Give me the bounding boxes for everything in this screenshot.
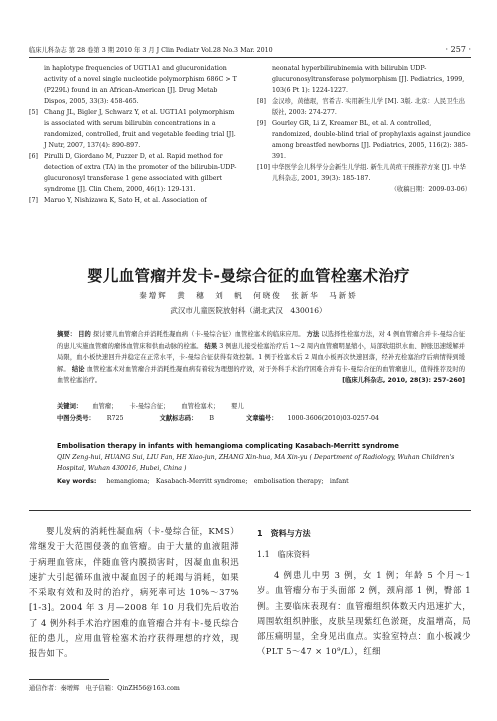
abstract: 摘要： 目的 探讨婴儿血管瘤合并消耗性凝血病（卡-曼综合征）血管栓塞术的临床应用。 方法 以选择性栓塞方法，对 4 例血管瘤合并卡-曼综合征的患儿实施血管瘤的瘤体血管床和供血动脉的栓塞。 结果 3 例患儿接受栓塞治疗后 1～2 周内血管瘤明显缩小，局部软组织水血、肿胀迅速缓解并局限，血小板快速回升并稳定在正常水平，卡-曼综合征获得有效控制。1 例于栓塞术后 2 周血小板再次快速回落，经补充栓塞治疗后病情得到缓解。 结论 血管栓塞术对血管瘤合并消耗性凝血病有着较为理想的疗效，对于外科手术治疗困难合并有卡-曼综合征的血管瘤患儿，值得推荐及时的血管栓塞治疗。 [临床儿科杂志, 2010, 28(3): 257-260] <box>57 329 465 387</box>
footnote-rule <box>29 679 109 680</box>
english-abstract <box>57 441 465 487</box>
reference-item: [10] 中华医学会儿科学分会新生儿学组. 新生儿黄疸干预推荐方案 [J]. 中华儿科杂志, 2001, 39(3): 185-187. <box>257 164 466 182</box>
header-rule <box>29 57 471 58</box>
article-affiliation: 武汉市儿童医院放射科（湖北武汉 430016） <box>170 306 327 315</box>
intro-paragraph: 婴儿发病的消耗性凝血病（卡-曼综合征，KMS）常继发于大范围侵袭的血管瘤。由于大量的血液阻滞于病理血管床，伴随血管内膜损害时，因凝血血积迅速扩大引起循环血液中凝血因子的耗竭与消耗，如果不采取有效和及时的治疗，病死率可达 10%～37%[1-3]。2004 年 3 月—2008 年 10 月我们先后收治了 4 例外科手术治疗困难的血管瘤合并有卡-曼氏综合征的患儿，应用血管栓塞术治疗获得理想的疗效，现报告如下。 <box>29 526 239 659</box>
reference-item: [8] 金汉珍，黄德珉，官希吉. 实用新生儿学 [M]. 3版. 北京：人民卫生出版社, 2003: 274-277. <box>257 98 466 116</box>
reference-item: [7] Maruo Y, Nishizawa K, Sato H, et al. Association of <box>29 197 207 204</box>
received-date: （收稿日期：2009-03-06） <box>390 186 471 193</box>
english-keywords: Key words: hemangioma; Kasabach-Merritt syndrome; embolisation therapy; infant <box>57 478 349 485</box>
article-authors: 秦增辉 黄 穗 刘 帆 何晓俊 张新华 马新娇 <box>139 291 358 300</box>
reference-item: [6] Pirulli D, Giordano M, Puzzer D, et al. Rapid method for detection of extra (TA) in the promoter of the bilirubin-UDP-glucuronosyl transferase 1 gene associated with gilbert syndrome [J]. Clin Chem, 2000, 46(1): 129-131. <box>29 153 237 193</box>
article-title: 婴儿血管瘤并发卡-曼综合征的血管栓塞术治疗 <box>87 267 410 285</box>
references-right <box>257 63 471 195</box>
reference-item: in haplotype frequencies of UGT1A1 and glucuronidation activity of a novel single nucleotide polymorphism 686C > T (P229L) found in an African-American [J]. Drug Metab Dispos, 2005, 33(3): 458-465. <box>44 65 237 105</box>
citation: [临床儿科杂志, 2010, 28(3): 257-260] <box>342 377 465 384</box>
english-authors: QIN Zeng-hui, HUANG Sui, LIU Fan, HE Xiao-jun, ZHANG Xin-hua, MA Xin-yu ( Department of Radiology, Wuhan Children's Hospital, Wuhan 430016, Hubei, China ) <box>57 454 455 472</box>
reference-item: [5] Chang JL, Bigler J, Schwarz Y, et al. UGT1A1 polymorphism is associated with serum bilirubin concentrations in a randomized, controlled, fruit and vegetable feeding trial [J]. J Nutr, 2007, 137(4): 890-897. <box>29 109 236 149</box>
section-rule <box>29 510 471 511</box>
section-heading: 1 资料与方法 <box>257 529 311 538</box>
journal-header: 临床儿科杂志 第 28 卷第 3 期 2010 年 3 月 J Clin Pediatr Vol.28 No.3 Mar. 2010 <box>29 47 273 54</box>
classification: 中图分类号： R725 文献标志码： B 文章编号： 1000-3606(2010)03-0257-04 <box>57 415 379 422</box>
page-number: · 257 · <box>445 45 471 54</box>
reference-item: [9] Gourley GR, Li Z, Kreamer BL, et al. A controlled, randomized, double-blind trial of prophylaxis against jaundice among breastfed newborns [J]. Pediatrics, 2005, 116(2): 385-391. <box>257 120 471 160</box>
reference-item: neonatal hyperbilirubinemia with bilirubin UDP-glucuronosyltransferase polymorphism [J]. Pediatrics, 1999, 103(6 Pt 1): 1224-1227. <box>272 65 465 94</box>
subsection-heading: 1.1 临床资料 <box>257 550 310 559</box>
corresponding-author: 通信作者：秦增辉 电子信箱：QinZH56@163.com <box>29 685 180 692</box>
english-title: Embolisation therapy in infants with hemangioma complicating Kasabach-Merritt syndrome <box>57 442 399 450</box>
references-left <box>29 63 237 206</box>
clinical-paragraph: 4 例患儿中男 3 例，女 1 例；年龄 5 个月～1 岁。血管瘤分布于头面部 2 例，颈肩部 1 例，臀部 1 例。主要临床表现有：血管瘤组织体数天内迅速扩大，周围软组织肿胀，皮肤呈现紫红色淤斑，皮温增高，局部压痛明显，全身见出血点。实验室特点：血小板减少（PLT 5～47 × 10⁹/L），红细 <box>257 570 471 657</box>
running-header <box>29 46 471 55</box>
keywords: 关键词： 血管瘤； 卡-曼综合征； 血管栓塞术； 婴儿 <box>57 403 244 410</box>
